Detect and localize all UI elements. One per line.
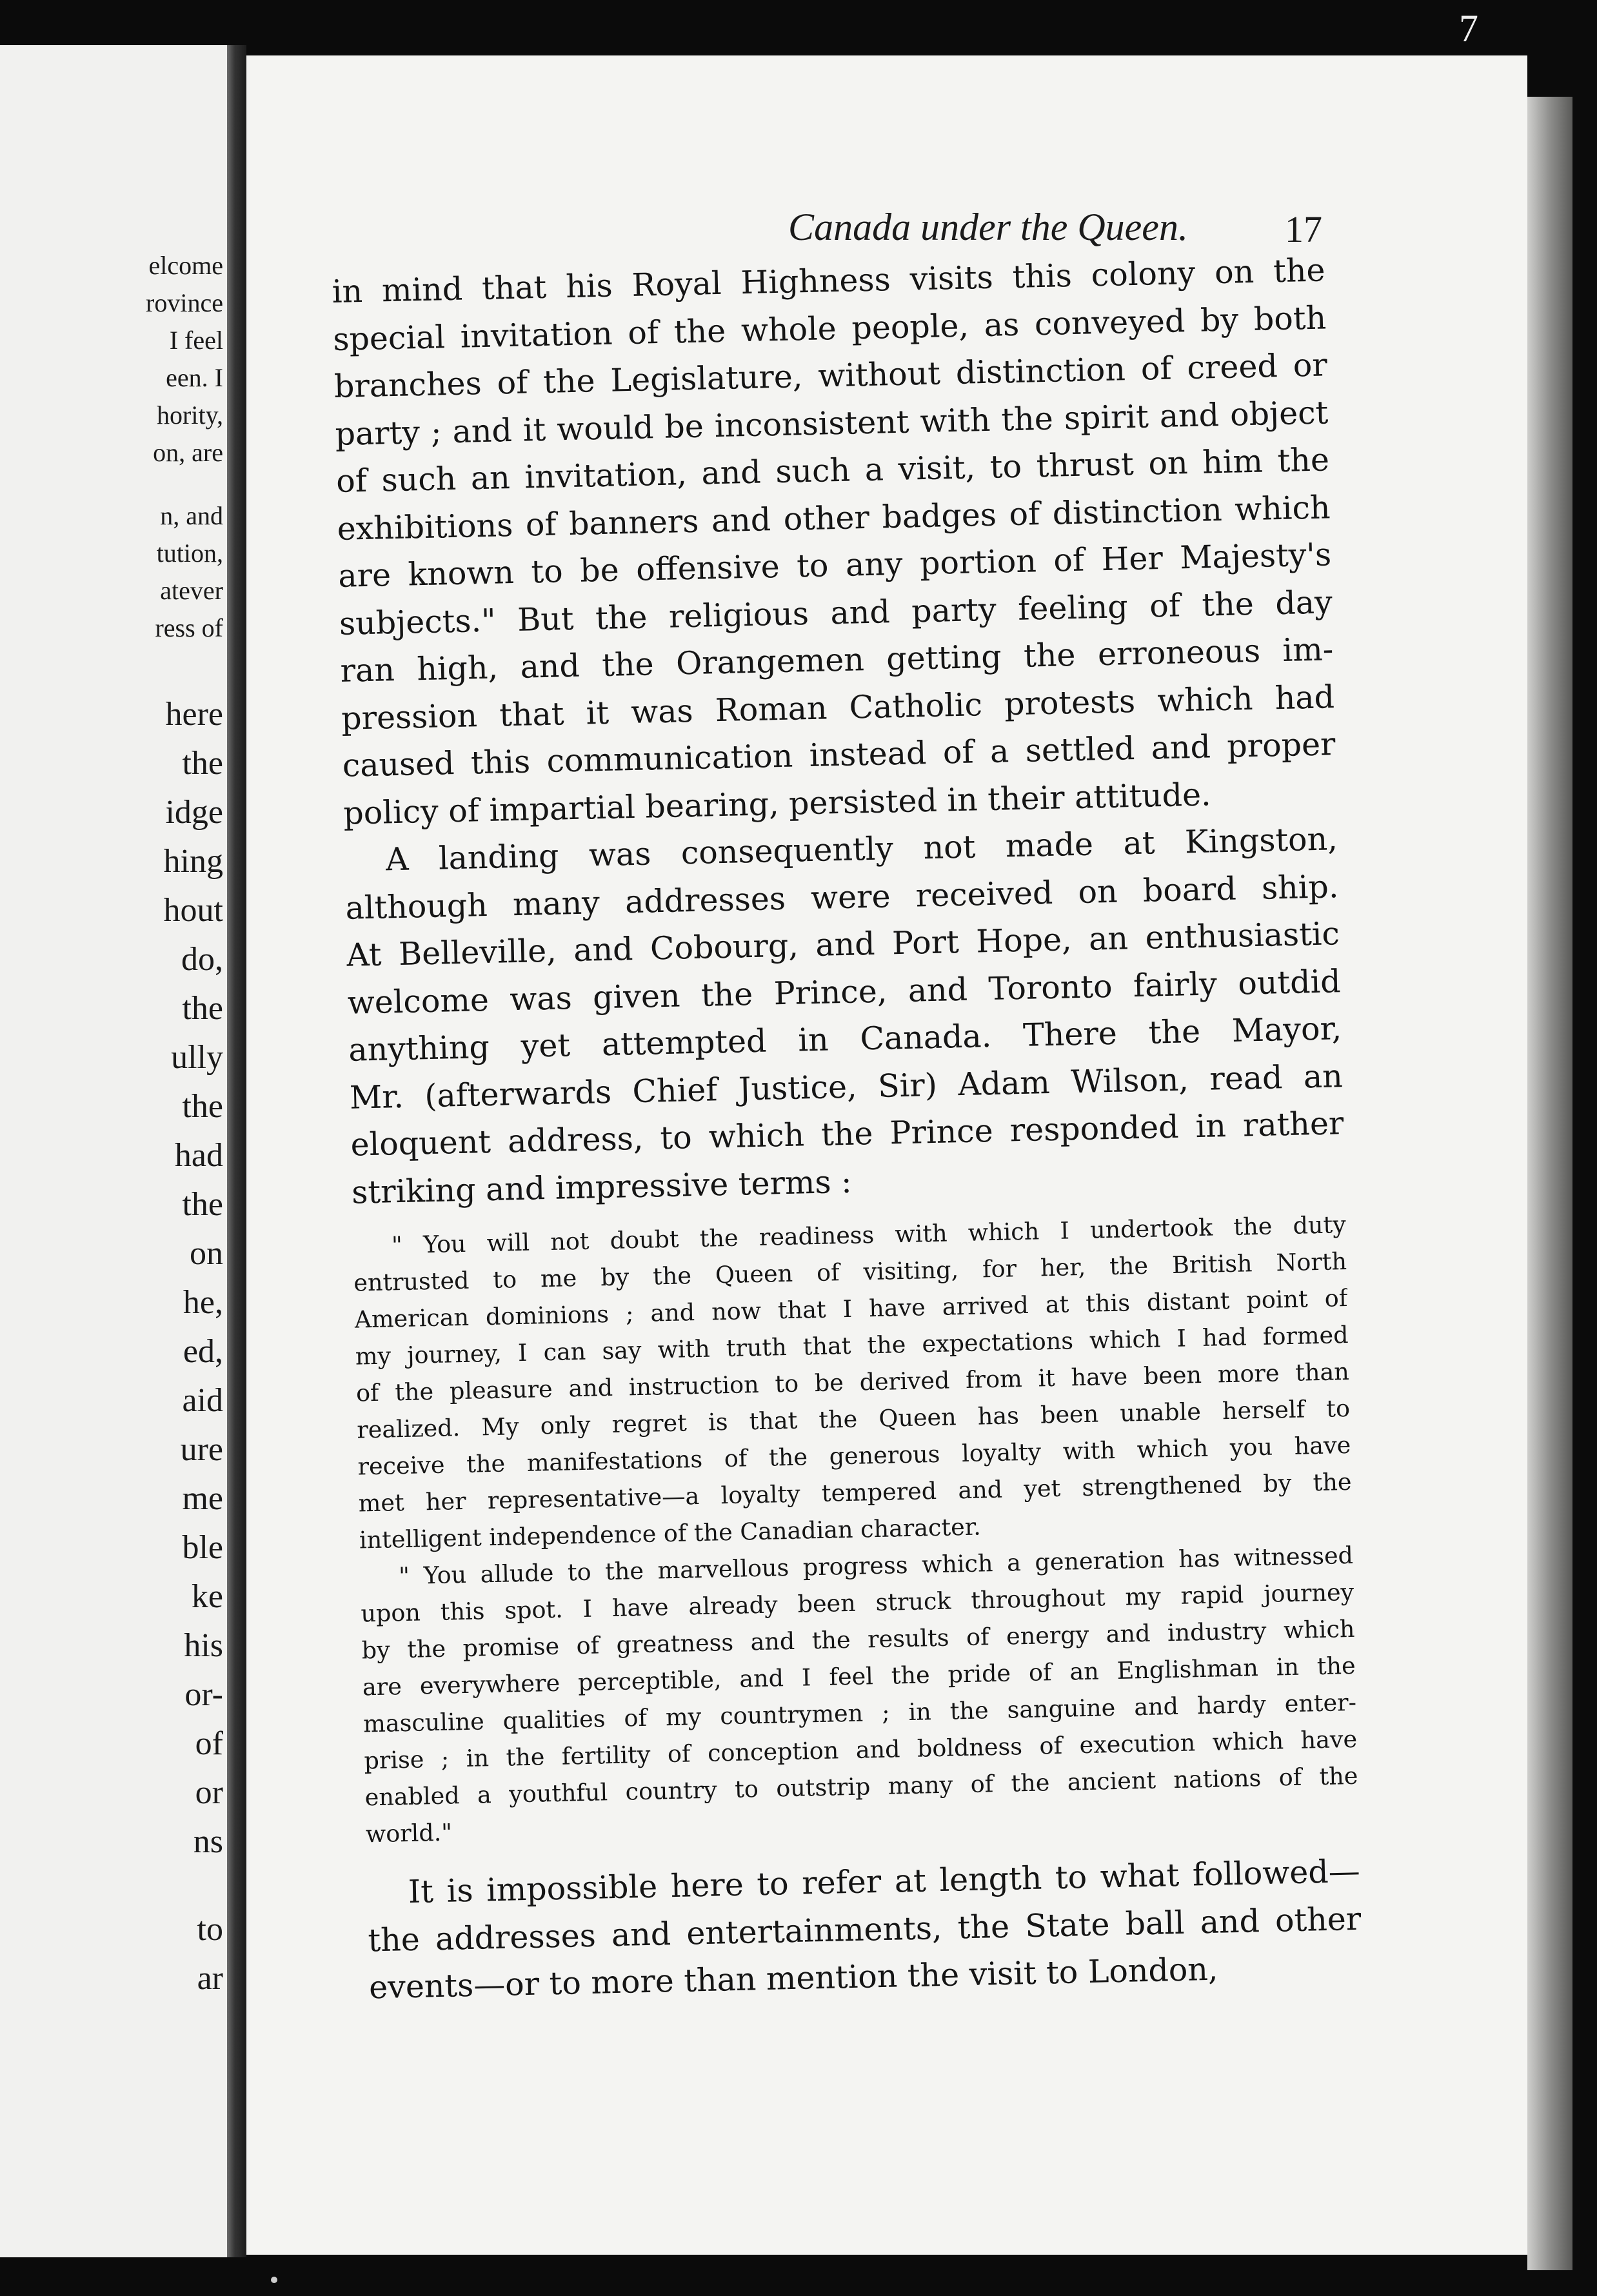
- body-text-block: [332, 246, 1363, 2011]
- quote-line: " You will not doubt the readiness with which I undertook the duty: [391, 1211, 1347, 1260]
- left-page-line: atever: [160, 576, 223, 605]
- left-page-line: to: [197, 1911, 223, 1948]
- text-line: Mr. (afterwards Chief Justice, Sir) Adam Wilson, read an: [349, 1057, 1344, 1116]
- text-line: events—or to more than mention the visit to London,: [368, 1950, 1219, 2006]
- quote-line: are everywhere perceptible, and I feel the pride of an Englishman in the: [362, 1651, 1356, 1701]
- quote-line: entrusted to me by the Queen of visiting, for her, the British North: [353, 1247, 1347, 1297]
- quote-line: realized. My only regret is that the Queen has been unable herself to: [356, 1394, 1351, 1444]
- left-page-line: hority,: [157, 401, 223, 430]
- left-page-line: idge: [165, 794, 223, 831]
- left-page-line: ed,: [183, 1333, 223, 1370]
- left-page-line: or-: [184, 1676, 223, 1713]
- left-page-line: ble: [182, 1529, 223, 1566]
- text-line: ran high, and the Orangemen getting the erroneous im-: [340, 631, 1334, 689]
- text-line: branches of the Legislature, without distinction of creed or: [333, 346, 1328, 405]
- text-line: welcome was given the Prince, and Toronto fairly outdid: [347, 962, 1342, 1022]
- quote-line: of the pleasure and instruction to be derived from it have been more than: [355, 1357, 1350, 1407]
- text-line: anything yet attempted in Canada. There the Mayor,: [348, 1010, 1342, 1069]
- quote-paragraph-1: [352, 1206, 1353, 1558]
- quote-line: met her representative—a loyalty tempered and yet strengthened by the: [358, 1467, 1352, 1518]
- left-page-line: or: [195, 1774, 223, 1811]
- left-page-line: of: [195, 1725, 223, 1762]
- quote-line: American dominions ; and now that I have arrived at this distant point of: [354, 1284, 1348, 1334]
- left-page-line: do,: [181, 941, 223, 978]
- left-page-line: tution,: [156, 539, 223, 568]
- text-line: of such an invitation, and such a visit, to thrust on him the: [335, 441, 1330, 500]
- left-page-line: ns: [193, 1823, 223, 1860]
- text-line: exhibitions of banners and other badges of distinction which: [337, 488, 1331, 548]
- page-edge-shadow: [1527, 97, 1572, 2270]
- left-page-line: n, and: [160, 501, 223, 530]
- quote-line: my journey, I can say with truth that the expectations which I had formed: [355, 1321, 1349, 1371]
- text-line: eloquent address, to which the Prince responded in rather: [350, 1105, 1344, 1163]
- left-page-line: his: [184, 1627, 223, 1664]
- left-page-fragment: [0, 45, 227, 2257]
- text-line: policy of impartial bearing, persisted in their attitude.: [342, 775, 1212, 832]
- quote-line: upon this spot. I have already been struck throughout my rapid journey: [361, 1578, 1354, 1628]
- left-page-line: on: [190, 1235, 223, 1272]
- left-page-line: rovince: [146, 288, 223, 317]
- left-page-line: he,: [183, 1284, 223, 1321]
- left-page-line: the: [182, 1186, 223, 1223]
- corner-mark: 7: [1459, 7, 1478, 50]
- page-number: 17: [1285, 208, 1322, 250]
- text-line: although many addresses were received on board ship.: [345, 867, 1339, 927]
- paragraph-1: [332, 246, 1337, 836]
- left-page-line: elcome: [148, 251, 223, 280]
- text-line: caused this communication instead of a settled and proper: [342, 726, 1336, 784]
- left-page-line: hout: [163, 892, 223, 929]
- text-line: in mind that his Royal Highness visits this colony on the: [332, 252, 1326, 310]
- left-page-line: een. I: [166, 363, 223, 392]
- quotation: [352, 1206, 1359, 1852]
- quote-line: receive the manifestations of the generous loyalty with which you have: [357, 1430, 1351, 1481]
- left-page-line: the: [182, 1088, 223, 1125]
- quote-line: intelligent independence of the Canadian character.: [359, 1512, 982, 1554]
- left-page-line: ress of: [155, 613, 223, 642]
- running-head: Canada under the Queen.: [788, 206, 1188, 248]
- text-line: A landing was consequently not made at Kingston,: [385, 820, 1338, 878]
- paragraph-3: [366, 1848, 1362, 2012]
- quote-line: by the promise of greatness and the results of energy and industry which: [361, 1614, 1355, 1665]
- left-page-line: me: [182, 1480, 223, 1517]
- text-line: At Belleville, and Cobourg, and Port Hope, an enthusiastic: [346, 915, 1340, 974]
- quote-line: prise ; in the fertility of conception and boldness of execution which have: [364, 1725, 1358, 1775]
- left-page-line: the: [182, 745, 223, 782]
- paragraph-2: [344, 815, 1345, 1216]
- text-line: pression that it was Roman Catholic protests which had: [341, 678, 1335, 737]
- quote-line: masculine qualities of my countrymen ; in the sanguine and hardy enter-: [362, 1688, 1357, 1738]
- left-page-line: on, are: [153, 438, 223, 467]
- left-page-line: the: [182, 990, 223, 1027]
- quote-line: world.": [365, 1818, 453, 1848]
- left-page-line: ure: [180, 1431, 223, 1468]
- text-line: It is impossible here to refer at length to what followed—: [408, 1852, 1361, 1910]
- text-line: special invitation of the whole people, as conveyed by both: [332, 299, 1327, 358]
- quote-paragraph-2: [360, 1537, 1360, 1852]
- left-page-line: ke: [191, 1578, 223, 1615]
- page-gutter: [227, 45, 246, 2257]
- left-page-line: I feel: [169, 326, 223, 355]
- left-page-line: had: [174, 1137, 223, 1174]
- text-line: subjects." But the religious and party feeling of the day: [339, 583, 1333, 642]
- quote-line: " You allude to the marvellous progress which a generation has witnessed: [398, 1541, 1354, 1590]
- left-page-line: ully: [171, 1039, 223, 1076]
- text-line: party ; and it would be inconsistent with the spirit and object: [334, 393, 1329, 453]
- main-page: [246, 55, 1527, 2255]
- quote-line: enabled a youthful country to outstrip many of the ancient nations of the: [364, 1761, 1358, 1812]
- left-page-line: ar: [197, 1960, 223, 1997]
- text-line: striking and impressive terms :: [351, 1163, 853, 1211]
- text-line: are known to be offensive to any portion of Her Majesty's: [337, 536, 1332, 595]
- left-page-line: aid: [182, 1382, 223, 1419]
- left-page-line: here: [165, 696, 223, 733]
- left-page-line: hing: [163, 843, 223, 880]
- text-line: the addresses and entertainments, the State ball and other: [367, 1900, 1362, 1959]
- dust-speck: [271, 2277, 277, 2283]
